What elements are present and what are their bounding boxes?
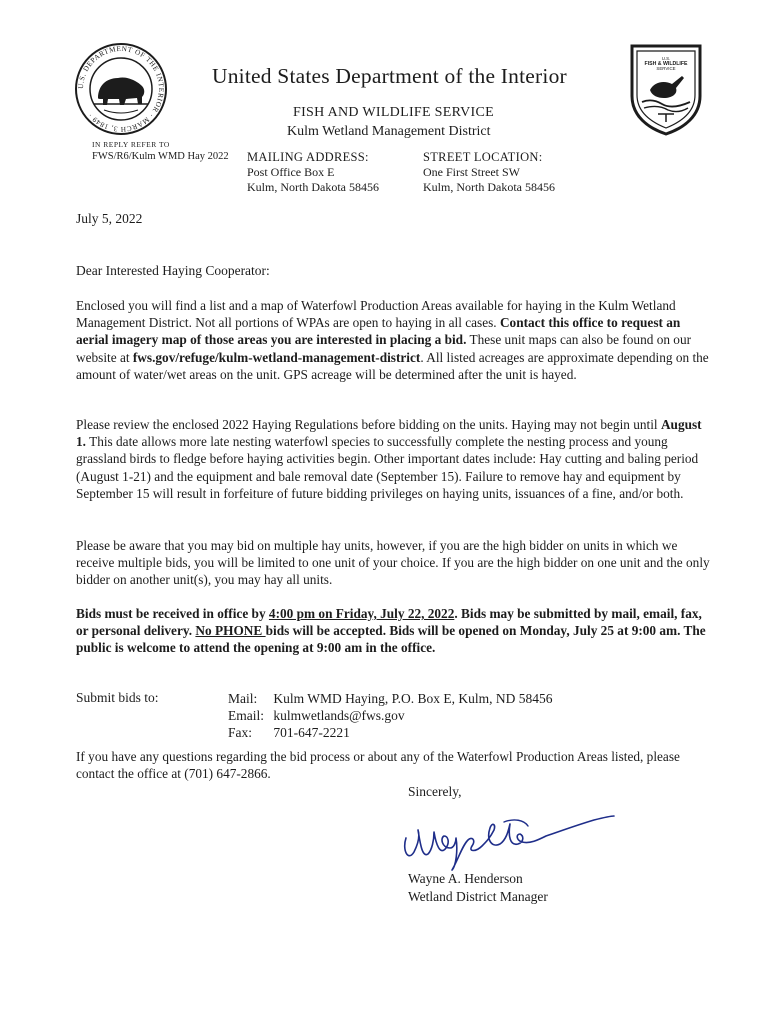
submit-email-row	[228, 707, 553, 724]
paragraph-intro-text-e: . All listed acreages are approximate depending on the amount of water/wet areas on the unit. GPS acreage will be determined after the unit is hayed.	[76, 349, 709, 382]
mailing-address-line2: Kulm, North Dakota 58456	[247, 180, 379, 194]
bid-deadline-date: 4:00 pm on Friday, July 22, 2022	[268, 606, 455, 621]
submit-mail-key: Mail:	[228, 691, 258, 706]
street-location	[423, 150, 555, 195]
fws-shield-logo	[628, 42, 704, 136]
submit-bids-contacts	[228, 690, 553, 741]
reply-reference-code: FWS/R6/Kulm WMD Hay 2022	[92, 151, 229, 162]
submit-mail-value: Kulm WMD Haying, P.O. Box E, Kulm, ND 58456	[273, 691, 553, 706]
letter-date: July 5, 2022	[76, 211, 143, 226]
street-location-line2: Kulm, North Dakota 58456	[423, 180, 555, 194]
mailing-address-line1: Post Office Box E	[247, 165, 335, 179]
paragraph-multiple-bids: Please be aware that you may bid on multiple hay units, however, if you are the high bidder on units in which we receive multiple bids, you will be limited to one unit of your choice. If you are the high bidder on one unit and the only bidder on another unit(s), you may hay all units.	[76, 538, 710, 588]
paragraph-regulations	[76, 416, 712, 502]
department-title: United States Department of the Interior	[212, 64, 567, 88]
closing-sincerely: Sincerely,	[408, 784, 462, 799]
district-name: Kulm Wetland Management District	[287, 124, 491, 139]
submit-fax-key: Fax:	[228, 725, 253, 740]
bid-deadline-text-c: . Bids may be submitted by mail, email, fax, or personal delivery.	[76, 606, 702, 639]
mailing-address-heading: MAILING ADDRESS:	[247, 150, 369, 164]
signature-icon	[398, 800, 620, 872]
street-location-line1: One First Street SW	[423, 165, 520, 179]
submit-mail-row	[228, 690, 553, 707]
submit-bids-label: Submit bids to:	[76, 690, 159, 705]
submit-fax-row	[228, 724, 553, 741]
doi-seal-icon	[74, 42, 168, 136]
submit-email-value: kulmwetlands@fws.gov	[273, 708, 405, 723]
paragraph-questions: If you have any questions regarding the bid process or about any of the Waterfowl Production Areas listed, please contact the office at (701) 647-2866.	[76, 749, 680, 782]
svg-text:U.S.: U.S.	[661, 56, 671, 61]
svg-text:FISH & WILDLIFE: FISH & WILDLIFE	[644, 61, 688, 67]
salutation: Dear Interested Haying Cooperator:	[76, 263, 270, 278]
reply-reference-label: IN REPLY REFER TO	[92, 140, 170, 149]
website-url: fws.gov/refuge/kulm-wetland-management-district	[132, 349, 421, 365]
bid-deadline-text-a: Bids must be received in office by	[76, 606, 269, 621]
paragraph-intro-text-a: Enclosed you will find a list and a map of Waterfowl Production Areas available for haying in the Kulm Wetland Management District. Not all portions of WPAs are open to haying in all cases.	[76, 298, 676, 331]
submit-fax-value: 701-647-2221	[273, 725, 350, 740]
paragraph-bid-deadline	[76, 605, 716, 657]
svg-text:SERVICE: SERVICE	[656, 66, 676, 71]
handwritten-signature	[398, 800, 620, 872]
paragraph-intro-bold-request: Contact this office to request an aerial imagery map of those areas you are interested in placing a bid.	[76, 315, 681, 348]
paragraph-intro	[76, 297, 712, 383]
haying-start-date: August 1.	[76, 417, 702, 450]
service-name: FISH AND WILDLIFE SERVICE	[293, 105, 494, 120]
signer-name: Wayne A. Henderson	[408, 871, 523, 886]
mailing-address	[247, 150, 379, 195]
paragraph-regulations-text-a: Please review the enclosed 2022 Haying Regulations before bidding on the units. Haying may not begin until	[76, 417, 661, 432]
signer-block	[408, 870, 548, 906]
svg-text:U.S. DEPARTMENT OF THE INTERIO: U.S. DEPARTMENT OF THE INTERIOR · MARCH 3, 1849 ·	[76, 44, 166, 134]
bid-deadline-text-e: bids will be accepted. Bids will be opened on Monday, July 25 at 9:00 am. The public is welcome to attend the opening at 9:00 am in the office.	[76, 623, 706, 656]
submit-email-key: Email:	[228, 708, 264, 723]
doi-seal-logo	[74, 42, 168, 136]
fws-shield-icon	[628, 42, 704, 136]
paragraph-intro-text-c: These unit maps can also be found on our website at	[76, 332, 692, 365]
signer-title: Wetland District Manager	[408, 889, 548, 904]
no-phone-notice: No PHONE	[195, 623, 266, 639]
paragraph-regulations-text-c: This date allows more late nesting waterfowl species to successfully complete the nesting process and young grassland birds to fledge before haying activities begin. Other important dates include: Hay cutting and baling period (August 1-21) and the equipment and bale removal date (September 15). Failure to remove hay and equipment by September 15 will result in forfeiture of future bidding privileges on haying units, issuances of a fine, and/or both.	[76, 434, 699, 501]
street-location-heading: STREET LOCATION:	[423, 150, 543, 164]
